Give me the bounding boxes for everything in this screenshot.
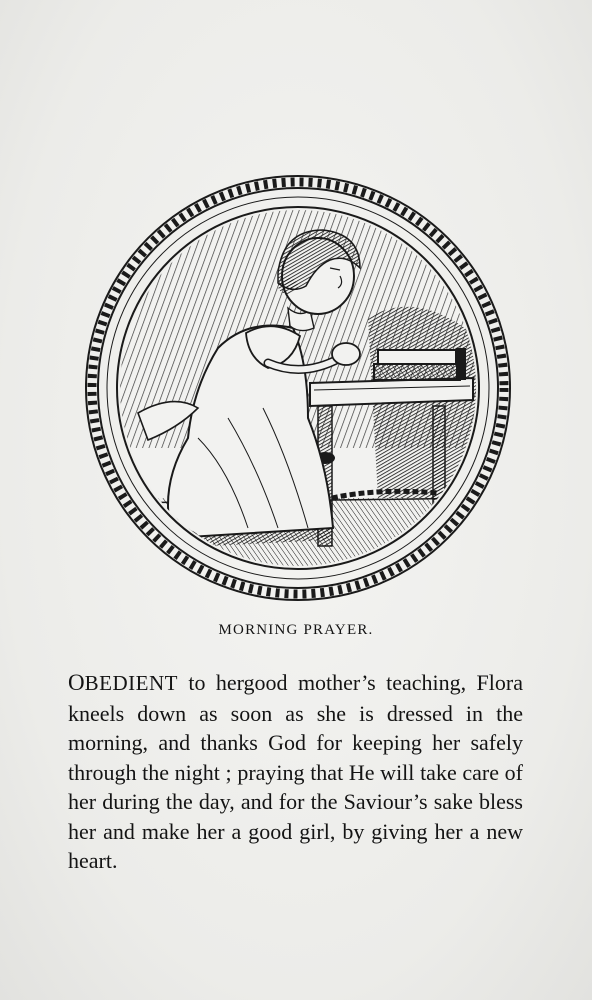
lead-initial: O xyxy=(68,670,85,695)
engraving-plate xyxy=(78,168,518,608)
engraving-illustration xyxy=(78,168,518,608)
lead-word-rest: BEDIENT xyxy=(84,671,178,695)
paragraph-text: to hergood mother’s teaching, Flora kneels down as soon as she is dressed in the morning, and thanks God for keeping her safely through the night ; praying that He will take care of her during the day, and for the Saviour’s sake bless her and make her a good girl, by giving her a new heart. xyxy=(68,670,523,873)
illustration-caption: MORNING PRAYER. xyxy=(218,622,374,638)
body-paragraph xyxy=(68,668,523,876)
